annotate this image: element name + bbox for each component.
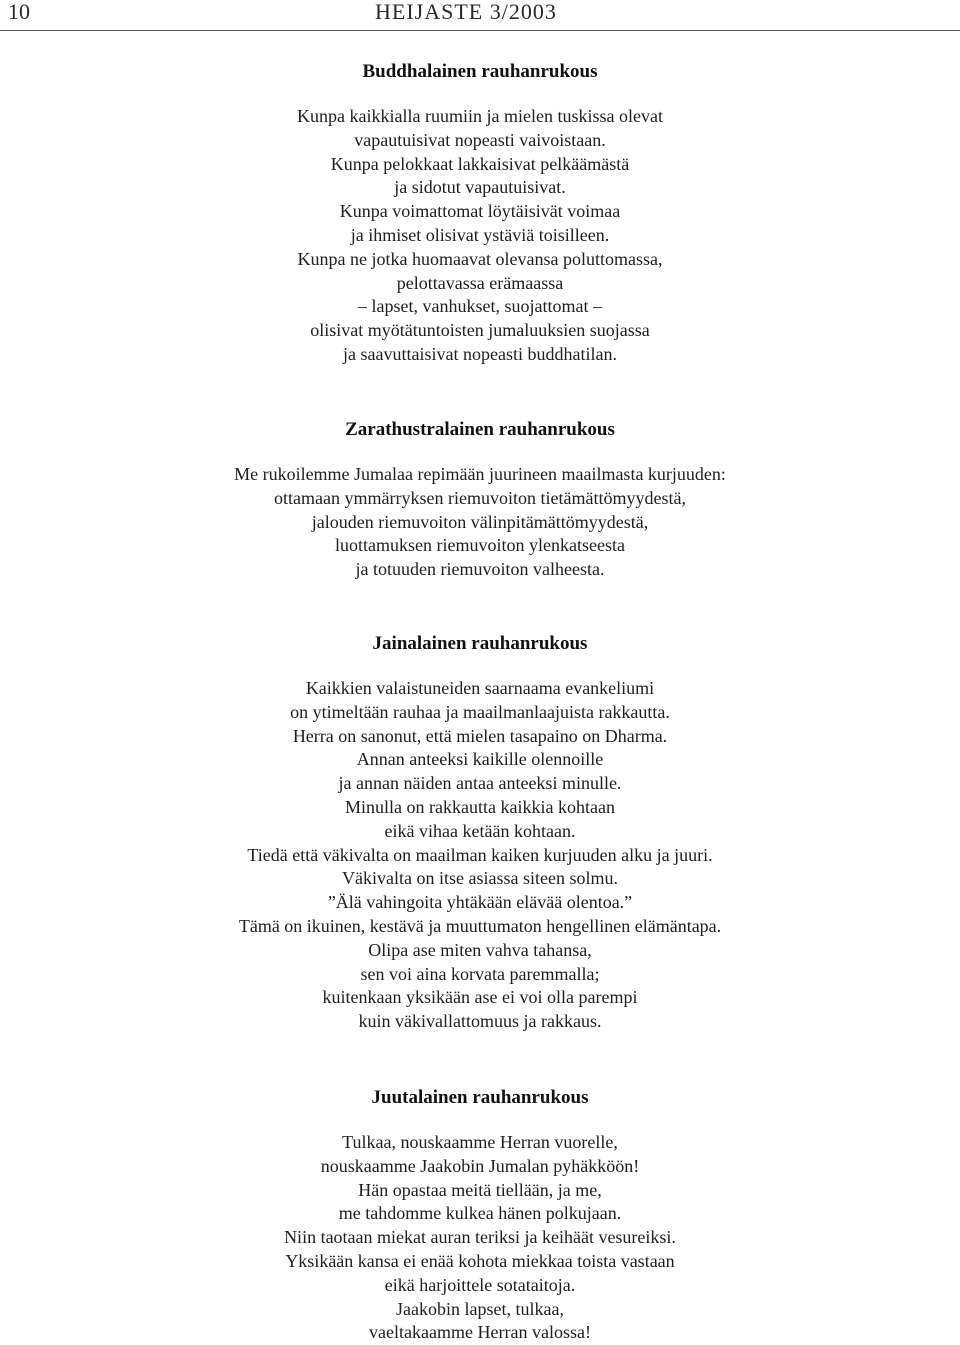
- prayer-line: Tulkaa, nouskaamme Herran vuorelle,: [342, 1132, 618, 1152]
- prayer-line: Kunpa voimattomat löytäisivät voimaa: [339, 201, 621, 222]
- prayer-line: Kunpa kaikkialla ruumiin ja mielen tuskissa olevat: [297, 106, 663, 126]
- prayer-line: Väkivalta on itse asiassa siteen solmu.: [342, 868, 618, 889]
- prayer-line: eikä harjoittele sotataitoja.: [384, 1274, 576, 1295]
- prayer-title: Juutalainen rauhanrukous: [371, 1087, 589, 1108]
- journal-title: HEIJASTE 3/2003: [375, 0, 557, 24]
- prayer-section-zarathustrian: [0, 418, 960, 582]
- prayer-line: Kaikkien valaistuneiden saarnaama evankeliumi: [305, 678, 655, 698]
- prayer-line: jalouden riemuvoiton välinpitämättömyydestä,: [311, 511, 649, 532]
- prayer-line: pelottavassa erämaassa: [396, 272, 564, 293]
- prayer-line: ja ihmiset olisivat ystäviä toisilleen.: [350, 224, 610, 245]
- prayer-line: Jaakobin lapset, tulkaa,: [396, 1298, 564, 1319]
- prayer-line: kuitenkaan yksikään ase ei voi olla parempi: [322, 987, 638, 1008]
- prayer-line: ja annan näiden antaa anteeksi minulle.: [338, 773, 622, 794]
- prayer-line: ja sidotut vapautuisivat.: [394, 177, 566, 198]
- prayer-text: [0, 463, 960, 582]
- prayer-line: Olipa ase miten vahva tahansa,: [368, 939, 592, 960]
- prayer-line: Annan anteeksi kaikille olennoille: [356, 749, 604, 770]
- prayer-title: Zarathustralainen rauhanrukous: [345, 419, 615, 440]
- prayer-line: vapautuisivat nopeasti vaivoistaan.: [354, 129, 606, 150]
- prayer-line: Kunpa ne jotka huomaavat olevansa poluttomassa,: [297, 248, 663, 269]
- prayer-line: Herra on sanonut, että mielen tasapaino on Dharma.: [292, 725, 668, 746]
- prayer-line: olisivat myötätuntoisten jumaluuksien suojassa: [310, 320, 650, 341]
- prayer-line: sen voi aina korvata paremmalla;: [360, 963, 600, 984]
- prayer-line: Tiedä että väkivalta on maailman kaiken kurjuuden alku ja juuri.: [247, 844, 713, 865]
- prayer-title: Buddhalainen rauhanrukous: [362, 61, 598, 82]
- prayer-section-jain: [0, 632, 960, 1034]
- page-header: [0, 0, 960, 31]
- prayer-line: Tämä on ikuinen, kestävä ja muuttumaton hengellinen elämäntapa.: [238, 915, 722, 936]
- prayer-line: Hän opastaa meitä tiellään, ja me,: [358, 1179, 602, 1200]
- prayer-title: Jainalainen rauhanrukous: [372, 633, 588, 654]
- prayer-line: kuin väkivallattomuus ja rakkaus.: [358, 1011, 602, 1032]
- prayer-section-buddhist: [0, 60, 960, 367]
- prayer-section-jewish: [0, 1086, 960, 1345]
- prayer-text: [0, 105, 960, 367]
- prayer-line: nouskaamme Jaakobin Jumalan pyhäkköön!: [320, 1155, 640, 1176]
- prayer-line: Yksikään kansa ei enää kohota miekkaa toista vastaan: [285, 1250, 675, 1271]
- prayer-line: ja saavuttaisivat nopeasti buddhatilan.: [343, 343, 617, 364]
- prayer-line: ja totuuden riemuvoiton valheesta.: [355, 559, 605, 580]
- prayer-line: luottamuksen riemuvoiton ylenkatseesta: [335, 535, 625, 556]
- prayer-line: Minulla on rakkautta kaikkia kohtaan: [345, 796, 615, 817]
- prayer-line: ”Älä vahingoita yhtäkään elävää olentoa.”: [327, 892, 633, 913]
- prayer-line: ottamaan ymmärryksen riemuvoiton tietämättömyydestä,: [274, 487, 686, 508]
- prayer-text: [0, 1131, 960, 1345]
- prayer-line: Kunpa pelokkaat lakkaisivat pelkäämästä: [330, 153, 630, 174]
- prayer-text: [0, 677, 960, 1034]
- prayer-line: Niin taotaan miekat auran teriksi ja keihäät vesureiksi.: [284, 1227, 676, 1248]
- page-number: 10: [8, 0, 30, 24]
- prayer-line: vaeltakaamme Herran valossa!: [369, 1322, 591, 1343]
- prayer-line: on ytimeltään rauhaa ja maailmanlaajuista rakkautta.: [290, 701, 670, 722]
- prayer-line: – lapset, vanhukset, suojattomat –: [358, 296, 602, 317]
- prayer-line: Me rukoilemme Jumalaa repimään juurineen maailmasta kurjuuden:: [234, 464, 726, 484]
- prayer-line: eikä vihaa ketään kohtaan.: [384, 820, 576, 841]
- prayer-line: me tahdomme kulkea hänen polkujaan.: [338, 1203, 622, 1224]
